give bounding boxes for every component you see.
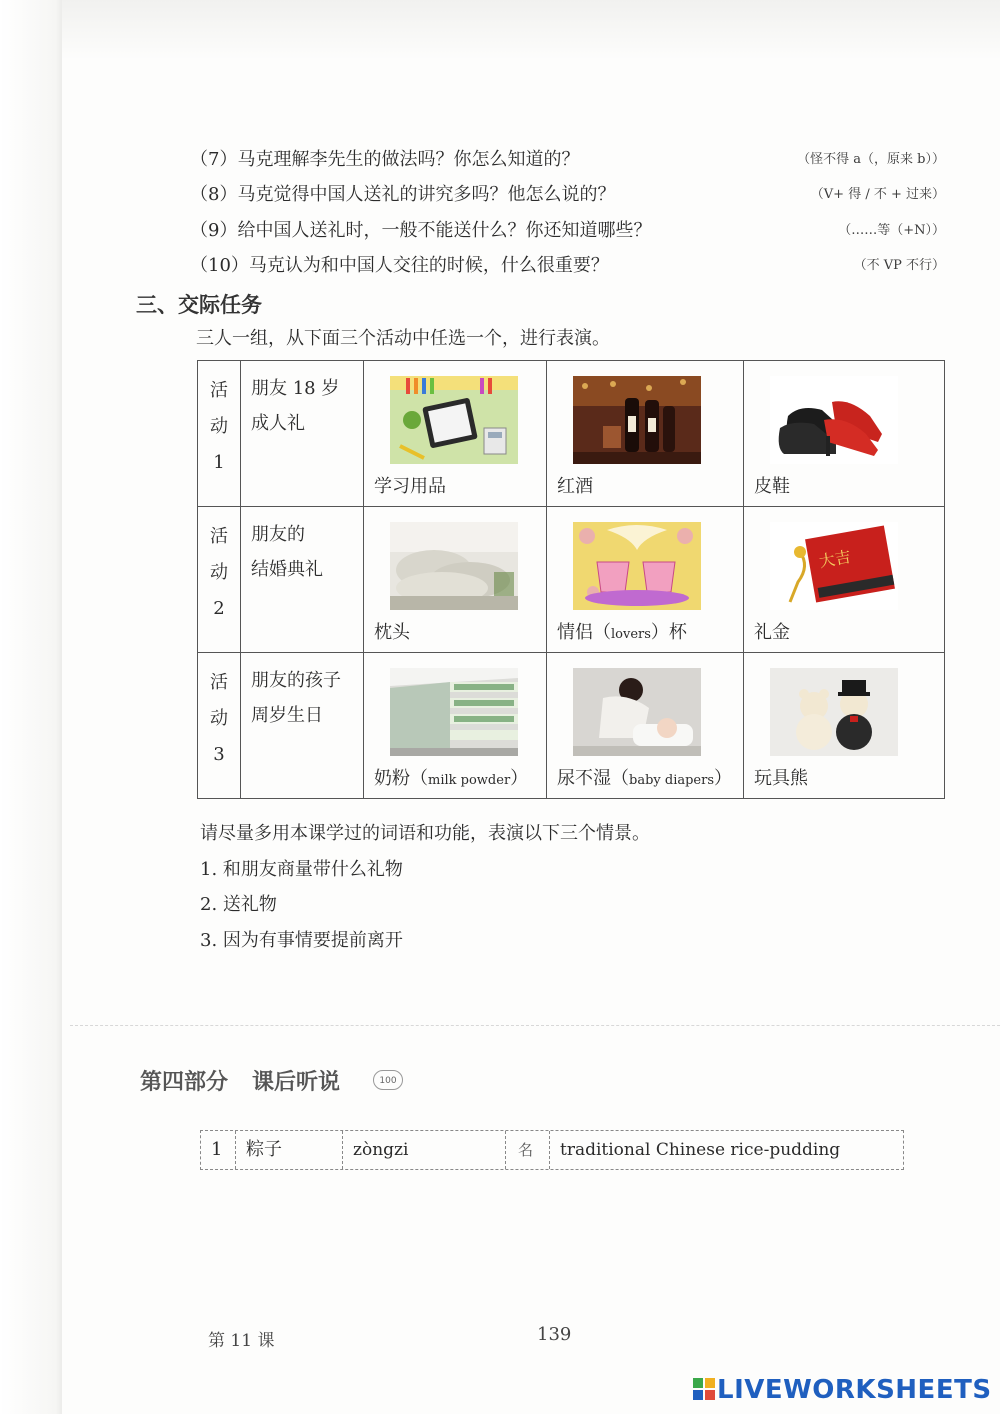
gift-cell-couple-cups	[547, 507, 744, 653]
activity-desc-cell	[241, 653, 364, 799]
activity-label-char: 活	[210, 672, 228, 693]
gift-cell-leather-shoes	[744, 361, 945, 507]
liveworksheets-logo-icon	[693, 1378, 715, 1400]
teddy-bears-image	[770, 668, 898, 756]
gift-cell-pillow	[364, 507, 547, 653]
brand-name: LIVEWORKSHEETS	[717, 1375, 992, 1405]
activity-label-cell	[198, 653, 241, 799]
red-wine-image	[573, 376, 701, 464]
gift-caption-end: ）杯	[650, 622, 687, 643]
scenario-intro: 请尽量多用本课学过的词语和功能，表演以下三个情景。	[200, 823, 650, 844]
question-text: （7）马克理解李先生的做法吗？你怎么知道的？	[190, 149, 580, 170]
gift-cell-milk-powder	[364, 653, 547, 799]
gift-cell-diapers	[547, 653, 744, 799]
gift-caption: 学习用品	[374, 476, 446, 497]
activity-desc-cell	[241, 507, 364, 653]
part-subtitle: 课后听说	[252, 1069, 341, 1095]
gift-caption: 情侣（	[557, 622, 611, 643]
activity-label-cell	[198, 507, 241, 653]
activity-row	[198, 361, 945, 507]
activity-label-char: 活	[210, 526, 228, 547]
pillow-image	[390, 522, 518, 610]
supermarket-shelf-image	[390, 668, 518, 756]
gift-caption: 礼金	[754, 622, 790, 643]
svg-text:大吉: 大吉	[817, 546, 853, 572]
vocab-part-of-speech: 名	[505, 1131, 533, 1169]
page-number: 139	[537, 1324, 572, 1345]
gift-caption-end: ）	[510, 768, 529, 789]
gift-caption: 红酒	[557, 476, 593, 497]
gift-caption: 尿不湿（	[557, 768, 629, 789]
scenario-item: 1. 和朋友商量带什么礼物	[200, 859, 403, 880]
gift-caption-english: baby diapers	[629, 773, 715, 788]
couple-cups-image	[573, 522, 701, 610]
vocab-meaning: traditional Chinese rice-pudding	[549, 1131, 840, 1169]
activity-desc-line: 朋友 18 岁	[251, 378, 340, 399]
activity-label-char: 动	[210, 416, 228, 437]
activity-desc-line: 朋友的	[251, 524, 305, 545]
gift-cell-teddy-bear	[744, 653, 945, 799]
gift-caption-english: milk powder	[428, 773, 511, 788]
part-title	[140, 1065, 340, 1096]
question-hint: （……等（+N））	[838, 223, 945, 238]
question-text: （8）马克觉得中国人送礼的讲究多吗？他怎么说的？	[190, 184, 616, 205]
audio-track-icon[interactable]: 100	[373, 1070, 403, 1090]
scan-shadow-top	[60, 0, 1000, 60]
gift-caption: 枕头	[374, 622, 410, 643]
scenario-item: 3. 因为有事情要提前离开	[200, 930, 403, 951]
activities-table	[197, 360, 945, 799]
activity-label-char: 1	[213, 452, 225, 473]
gift-cell-school-supplies	[364, 361, 547, 507]
activity-label-char: 活	[210, 380, 228, 401]
gift-caption: 皮鞋	[754, 476, 790, 497]
scenario-item: 2. 送礼物	[200, 894, 277, 915]
activity-desc-line: 成人礼	[251, 413, 305, 434]
question-text: （10）马克认为和中国人交往的时候，什么很重要？	[190, 255, 609, 276]
activity-desc-line: 朋友的孩子	[251, 670, 341, 691]
leather-shoes-image	[770, 376, 898, 464]
activity-desc-line: 结婚典礼	[251, 559, 323, 580]
activity-label-char: 动	[210, 708, 228, 729]
gift-caption-english: lovers	[611, 627, 651, 642]
gift-cell-red-wine	[547, 361, 744, 507]
vocab-pinyin: zòngzi	[342, 1131, 408, 1169]
activity-desc-line: 周岁生日	[251, 705, 323, 726]
activity-label-cell	[198, 361, 241, 507]
question-hint: （怪不得 a（，原来 b））	[797, 152, 945, 167]
page-divider	[70, 1025, 1000, 1026]
activity-label-char: 3	[213, 744, 225, 765]
red-envelope-image	[770, 522, 898, 610]
scan-shadow-left	[0, 0, 62, 1414]
gift-cell-cash-gift	[744, 507, 945, 653]
activity-row	[198, 507, 945, 653]
vocab-row	[200, 1130, 904, 1170]
activity-row	[198, 653, 945, 799]
gift-caption-end: ）	[714, 768, 733, 789]
question-text: （9）给中国人送礼时，一般不能送什么？你还知道哪些？	[190, 220, 652, 241]
gift-caption: 玩具熊	[754, 768, 808, 789]
activity-label-char: 动	[210, 562, 228, 583]
footer-lesson: 第 11 课	[208, 1331, 275, 1351]
mother-baby-image	[573, 668, 701, 756]
liveworksheets-logo[interactable]	[693, 1375, 992, 1405]
question-hint: （不 VP 不行）	[853, 258, 945, 273]
gift-caption: 奶粉（	[374, 768, 428, 789]
activity-label-char: 2	[213, 598, 225, 619]
section-instruction: 三人一组，从下面三个活动中任选一个，进行表演。	[196, 328, 610, 349]
question-hint: （V+ 得 / 不 + 过来）	[810, 187, 945, 202]
vocab-number: 1	[211, 1139, 223, 1160]
activity-desc-cell	[241, 361, 364, 507]
vocab-word: 粽子	[235, 1131, 282, 1169]
part-number: 第四部分	[140, 1069, 229, 1095]
section-title: 三、交际任务	[136, 292, 262, 317]
school-supplies-image	[390, 376, 518, 464]
